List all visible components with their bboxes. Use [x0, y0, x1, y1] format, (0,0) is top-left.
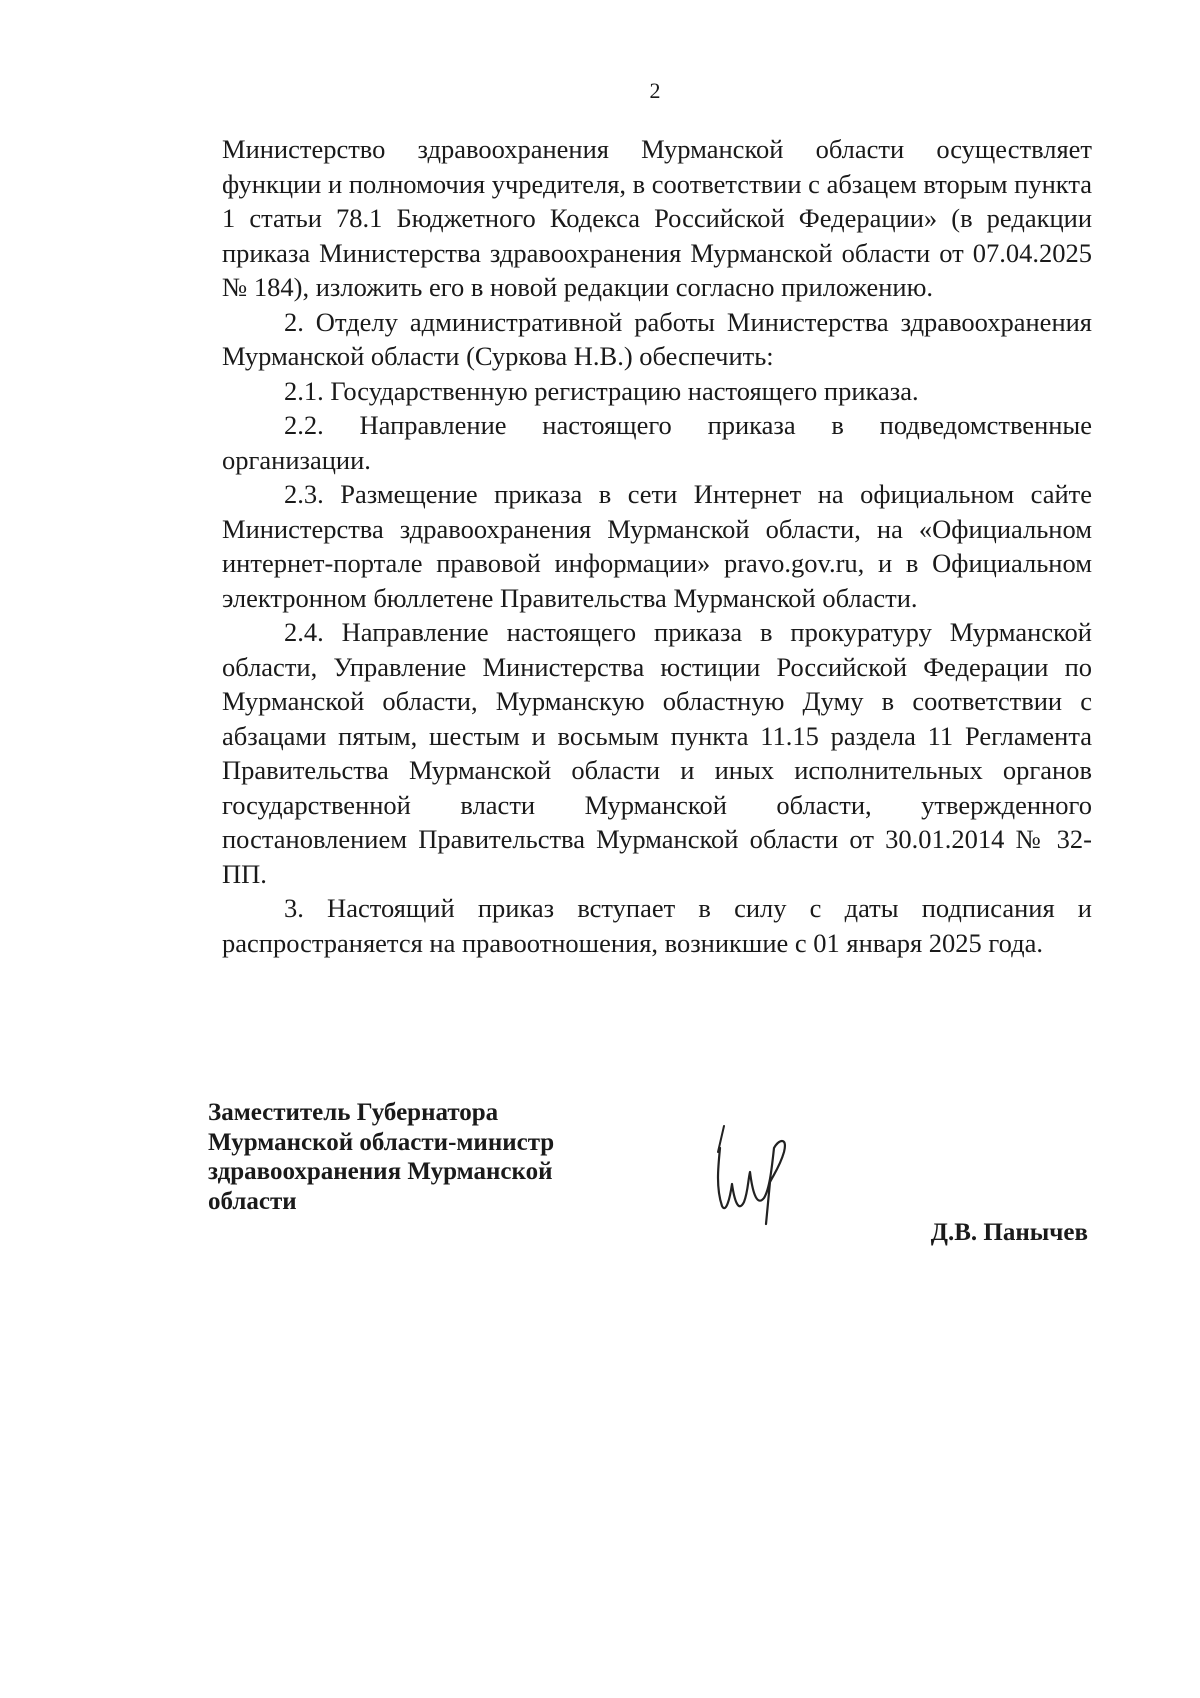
document-body: [222, 132, 1092, 960]
page-number: 2: [649, 78, 661, 103]
paragraph-item-2-2: 2.2. Направление настоящего приказа в подведомственные организации.: [222, 410, 1092, 475]
paragraph-item-3: 3. Настоящий приказ вступает в силу с даты подписания и распространяется на правоотношения, возникшие с 01 января 2025 года.: [222, 893, 1092, 958]
paragraph-continuation: Министерство здравоохранения Мурманской области осуществляет функции и полномочия учредителя, в соответствии с абзацем вторым пункта 1 статьи 78.1 Бюджетного Кодекса Российской Федерации» (в редакции приказа Министерства здравоохранения Мурманской области от 07.04.2025 № 184), изложить его в новой редакции согласно приложению.: [222, 134, 1092, 302]
signer-name: Д.В. Панычев: [930, 1219, 1088, 1246]
paragraph-item-2-1: 2.1. Государственную регистрацию настоящего приказа.: [284, 375, 919, 406]
paragraph-item-2-3: 2.3. Размещение приказа в сети Интернет на официальном сайте Министерства здравоохранения Мурманской области, на «Официальном интернет-портале правовой информации» pravo.gov.ru, и в Официальном электронном бюллетене Правительства Мурманской области.: [222, 479, 1092, 613]
signer-title-line: здравоохранения Мурманской: [208, 1158, 553, 1185]
signer-title-line: Мурманской области-министр: [208, 1128, 555, 1156]
signer-title-line: области: [208, 1187, 297, 1215]
signer-title-line: Заместитель Губернатора: [208, 1099, 499, 1126]
paragraph-item-2-4: 2.4. Направление настоящего приказа в прокуратуру Мурманской области, Управление Министерства юстиции Российской Федерации по Мурманской области, Мурманскую областную Думу в соответствии с абзацами пятым, шестым и восьмым пункта 11.15 раздела 11 Регламента Правительства Мурманской области и иных исполнительных органов государственной власти Мурманской области, утвержденного постановлением Правительства Мурманской области от 30.01.2014 № 32-ПП.: [222, 617, 1092, 889]
handwritten-signature: [708, 1118, 798, 1228]
signer-title: [208, 1098, 628, 1216]
signature-block: [208, 1098, 1088, 1258]
paragraph-item-2: 2. Отделу административной работы Министерства здравоохранения Мурманской области (Суркова Н.В.) обеспечить:: [222, 306, 1092, 371]
